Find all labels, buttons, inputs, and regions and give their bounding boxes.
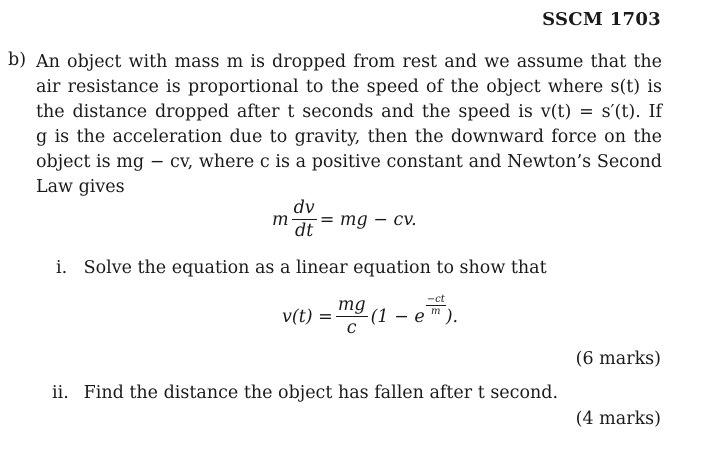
subpart-ii xyxy=(52,383,558,403)
question-line-6: Law gives xyxy=(36,177,125,197)
subpart-i-label: i. xyxy=(56,258,68,278)
question-line-4: g is the acceleration due to gravity, then the downward force on the xyxy=(36,127,662,147)
newton-equation xyxy=(272,198,417,241)
equation-1-frac-denominator: dt xyxy=(295,221,314,241)
course-code-header: SSCM 1703 xyxy=(542,9,661,30)
equation-1-lhs-prefix: m xyxy=(272,209,289,230)
equation-2-frac-denominator: c xyxy=(346,318,357,338)
subpart-i-marks: (6 marks) xyxy=(575,349,661,369)
question-line-2: air resistance is proportional to the speed of the object where s(t) is xyxy=(36,77,662,97)
subpart-ii-text: Find the distance the object has fallen after t second. xyxy=(83,383,559,403)
subpart-i-text: Solve the equation as a linear equation to show that xyxy=(83,258,547,278)
subpart-i xyxy=(56,258,547,278)
equation-2-fraction xyxy=(336,295,368,338)
question-paragraph xyxy=(36,50,662,200)
question-line-5: object is mg − cv, where c is a positive constant and Newton’s Second xyxy=(36,152,662,172)
equation-2-frac-numerator: mg xyxy=(337,295,366,315)
equation-2-exp-numerator: −ct xyxy=(426,294,445,305)
equation-2-exponent xyxy=(426,294,446,317)
equation-2-exp-denominator: m xyxy=(430,306,441,317)
question-line-3: the distance dropped after t seconds and the speed is v(t) = s′(t). If xyxy=(36,102,662,122)
part-label: b) xyxy=(8,50,27,70)
velocity-equation xyxy=(282,295,458,338)
equation-1-rhs: = mg − cv. xyxy=(319,209,417,230)
equation-1-frac-numerator: dv xyxy=(293,198,315,218)
question-line-1: An object with mass m is dropped from rest and we assume that the xyxy=(36,52,662,72)
subpart-ii-marks: (4 marks) xyxy=(575,409,661,429)
equation-2-paren-open: (1 − e xyxy=(370,306,425,327)
equation-2-paren-close: ). xyxy=(445,306,459,327)
equation-2-lhs: v(t) = xyxy=(282,306,333,327)
equation-1-fraction xyxy=(292,198,317,241)
subpart-ii-label: ii. xyxy=(52,383,69,403)
